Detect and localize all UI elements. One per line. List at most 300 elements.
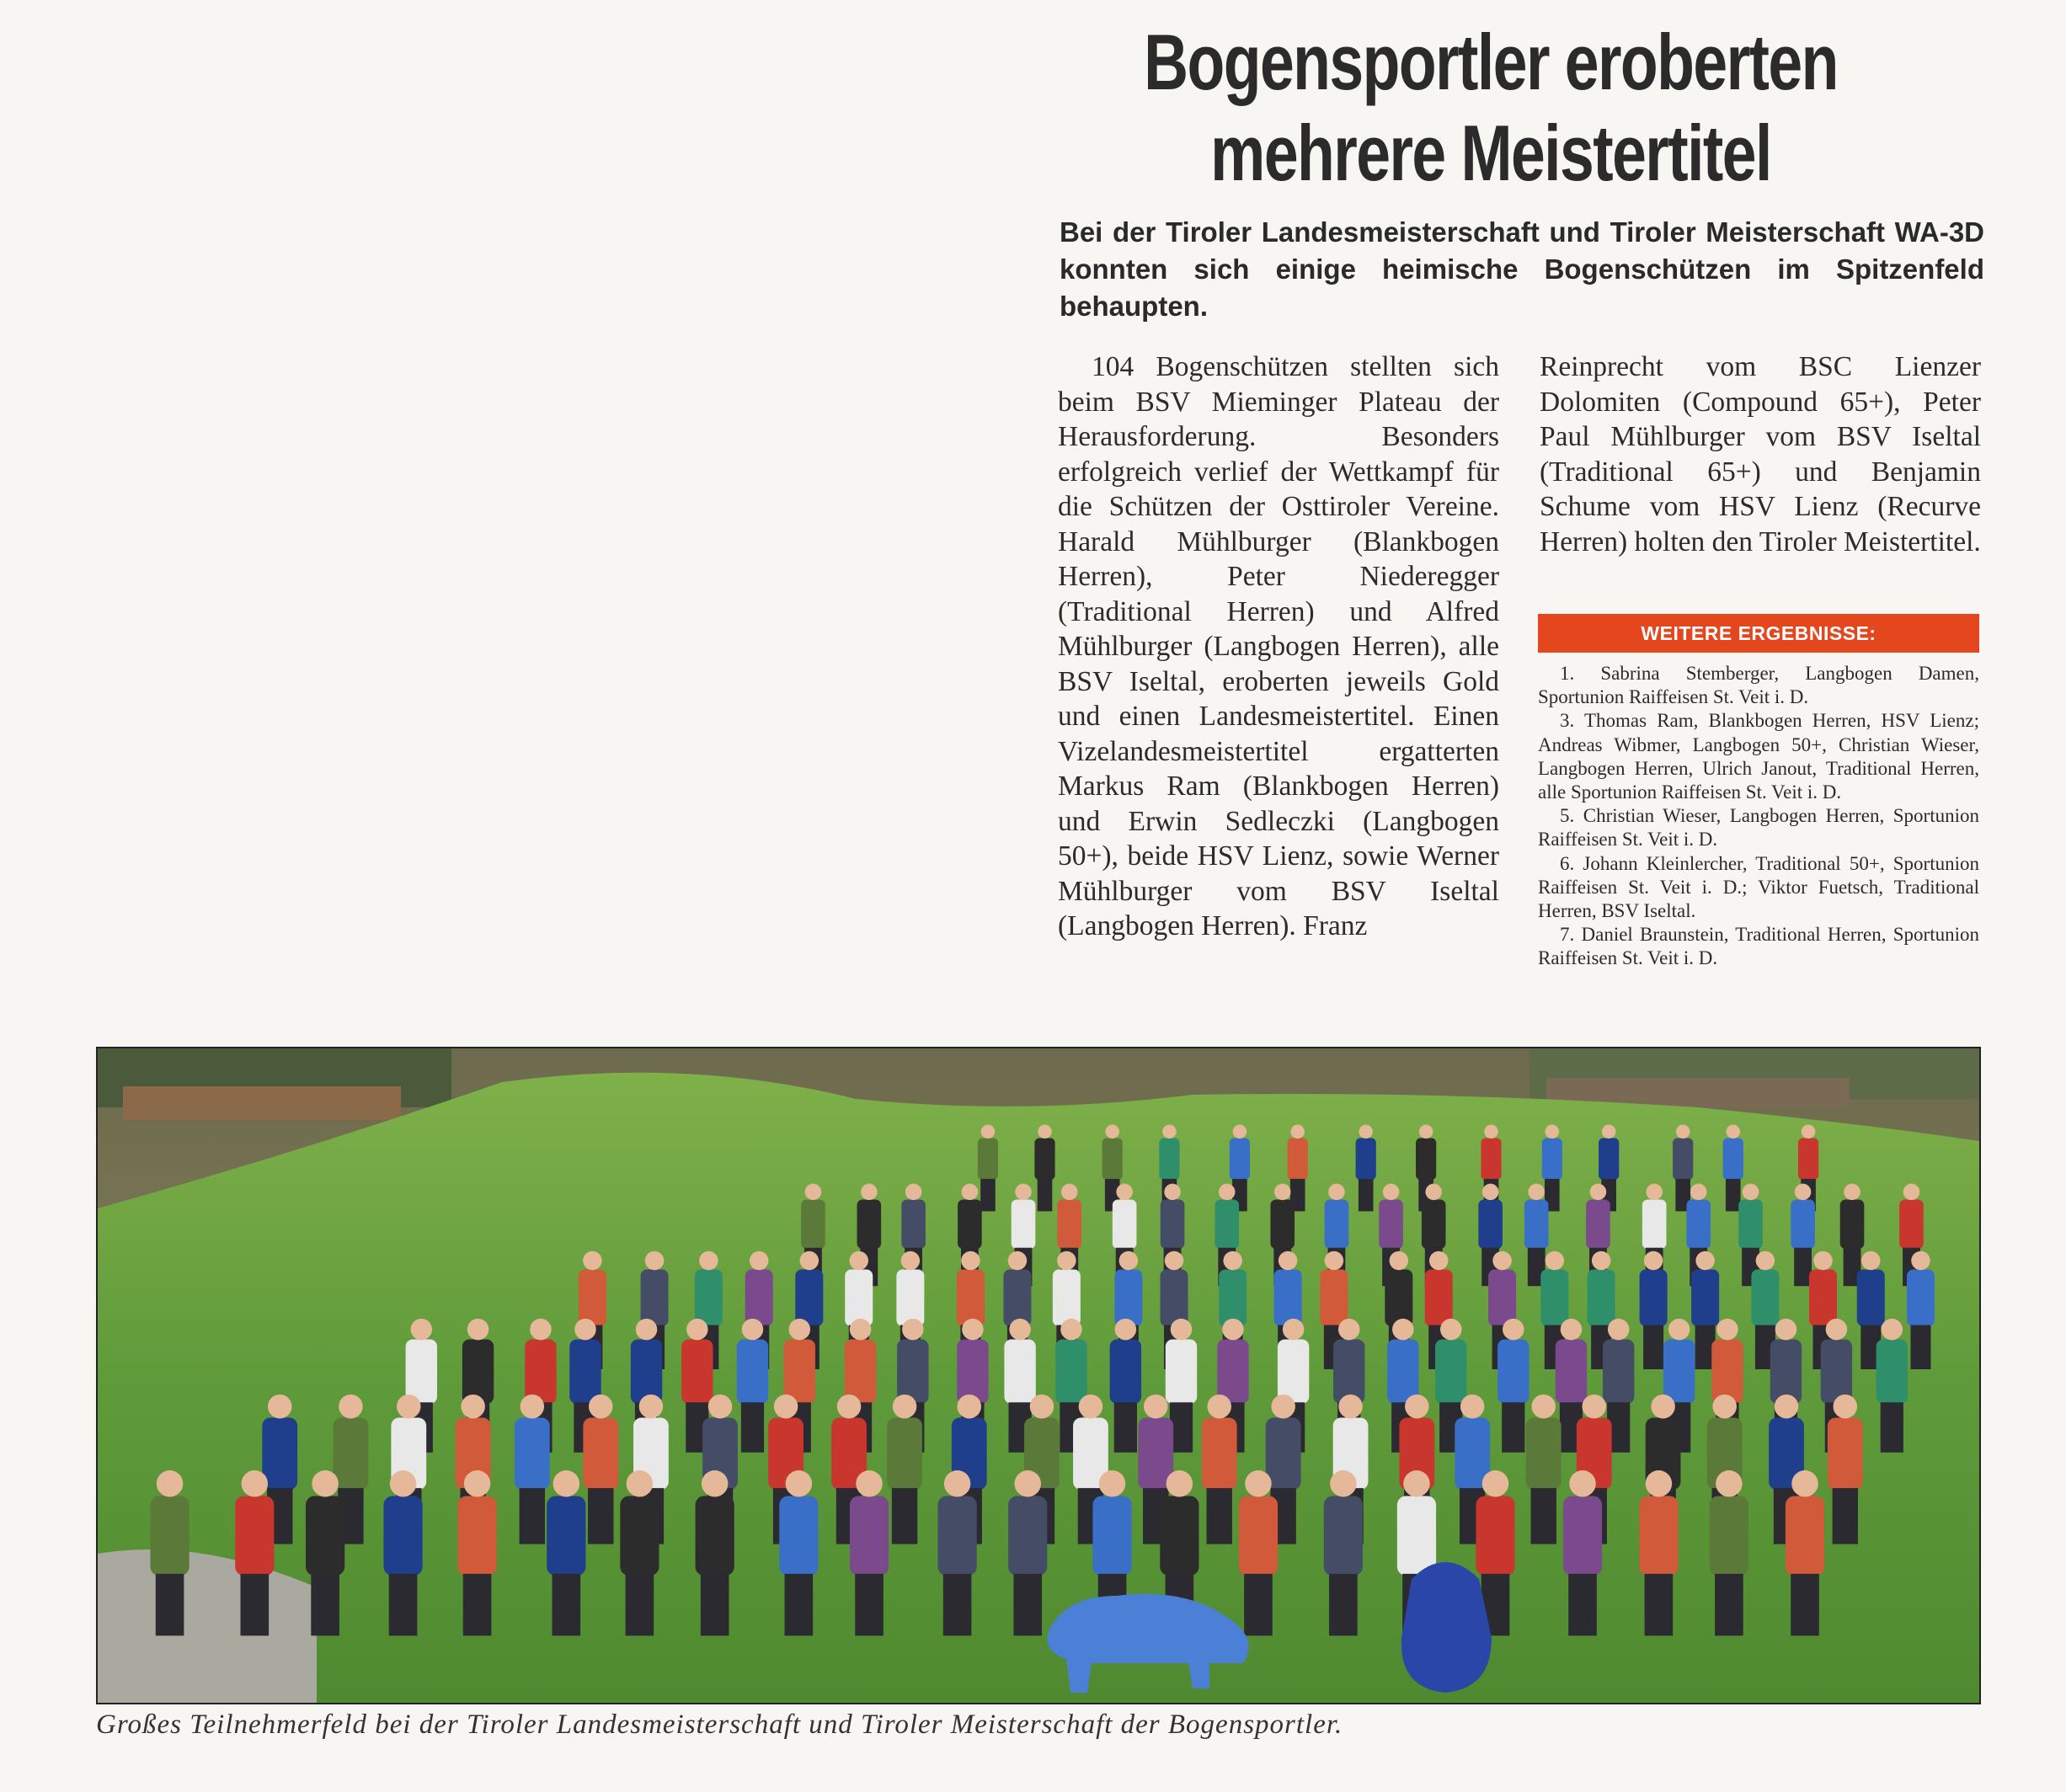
- person-body: [1053, 1270, 1081, 1327]
- person-body: [1435, 1340, 1466, 1405]
- person-body: [779, 1496, 818, 1576]
- person-head: [1503, 1319, 1524, 1341]
- person-body: [1526, 1418, 1562, 1491]
- person-legs: [1881, 1402, 1903, 1453]
- person-body: [887, 1418, 922, 1491]
- person-head: [850, 1319, 872, 1341]
- person-body: [845, 1270, 873, 1327]
- person-body: [1524, 1200, 1549, 1250]
- person-head: [1756, 1251, 1775, 1271]
- person-head: [1545, 1251, 1565, 1271]
- result-item: 5. Christian Wieser, Langbogen Herren, Sportunion Raiffeisen St. Veit i. D.: [1538, 805, 1979, 851]
- person-head: [1279, 1251, 1298, 1271]
- results-heading-bar: WEITERE ERGEBNISSE:: [1538, 614, 1979, 653]
- person-body: [1586, 1200, 1610, 1250]
- person-body: [306, 1496, 344, 1576]
- person-body: [1219, 1270, 1247, 1327]
- person-head: [957, 1395, 981, 1419]
- person-body: [1542, 1139, 1562, 1181]
- person-body: [897, 1340, 928, 1405]
- person-body: [1488, 1270, 1516, 1327]
- person-body: [1325, 1200, 1349, 1250]
- person-head: [1383, 1184, 1400, 1201]
- person-head: [1743, 1184, 1759, 1201]
- person-head: [1219, 1184, 1236, 1201]
- person-body: [1691, 1270, 1719, 1327]
- person-head: [1492, 1251, 1512, 1271]
- person-body: [978, 1139, 998, 1181]
- person-legs: [1013, 1574, 1042, 1636]
- person-head: [981, 1125, 996, 1139]
- person-head: [1359, 1125, 1373, 1139]
- person-body: [1876, 1340, 1908, 1405]
- person-head: [1328, 1184, 1345, 1201]
- person-body: [1159, 1139, 1179, 1181]
- person-head: [1569, 1470, 1596, 1497]
- person-body: [801, 1200, 825, 1250]
- person-head: [1162, 1125, 1177, 1139]
- person-head: [800, 1251, 819, 1271]
- person-body: [1057, 1200, 1081, 1250]
- person-head: [461, 1395, 485, 1419]
- person-head: [1826, 1319, 1848, 1341]
- person-head: [1726, 1125, 1740, 1139]
- person-head: [1429, 1251, 1449, 1271]
- person-body: [1055, 1340, 1086, 1405]
- result-item: 3. Thomas Ram, Blankbogen Herren, HSV Lienz; Andreas Wibmer, Langbogen 50+, Christian Wieser, Langbogen Herren, Ulrich Janout, Traditional Herren, alle Sportunion Raiffeisen St. Veit i. D.: [1538, 710, 1979, 803]
- person-head: [1795, 1184, 1812, 1201]
- person-head: [1813, 1251, 1833, 1271]
- person-head: [1207, 1395, 1231, 1419]
- person-body: [857, 1200, 882, 1250]
- person-legs: [1244, 1574, 1273, 1636]
- person-body: [1791, 1200, 1815, 1250]
- person-head: [1015, 1184, 1032, 1201]
- person-head: [1712, 1395, 1737, 1419]
- person-head: [1030, 1395, 1054, 1419]
- person-body: [1239, 1496, 1278, 1576]
- person-body: [1274, 1270, 1302, 1327]
- person-head: [742, 1319, 764, 1341]
- person-body: [235, 1496, 274, 1576]
- person-head: [1775, 1319, 1797, 1341]
- person-body: [1642, 1200, 1667, 1250]
- person-body: [631, 1340, 662, 1405]
- person-body: [1425, 1270, 1453, 1327]
- person-legs: [701, 1574, 729, 1636]
- person-head: [464, 1470, 491, 1497]
- body-column-right: Reinprecht vom BSC Lienzer Dolomiten (Compound 65+), Peter Paul Mühlburger vom BSV Iseltal (Traditional 65+) und Benjamin Schume vom HSV Lienz (Recurve Herren) holten den Tiroler Meistertitel.: [1540, 351, 1981, 557]
- person-body: [1798, 1139, 1818, 1181]
- person-body: [1278, 1340, 1309, 1405]
- person-body: [1476, 1496, 1514, 1576]
- person-head: [1144, 1395, 1168, 1419]
- person-head: [627, 1470, 654, 1497]
- person-body: [1008, 1496, 1047, 1576]
- person-body: [547, 1496, 585, 1576]
- person-legs: [1643, 1325, 1663, 1370]
- person-head: [1911, 1251, 1930, 1271]
- person-head: [1716, 1470, 1742, 1497]
- person-body: [1540, 1270, 1568, 1327]
- person-body: [1202, 1418, 1237, 1491]
- person-head: [1861, 1251, 1881, 1271]
- person-head: [1651, 1395, 1675, 1419]
- person-head: [1775, 1395, 1799, 1419]
- headline-line-1: Bogensportler eroberten: [1144, 18, 1838, 106]
- person-legs: [1568, 1574, 1597, 1636]
- person-body: [1899, 1200, 1924, 1250]
- person-legs: [1910, 1325, 1930, 1370]
- group-photo-illustration: [98, 1048, 1979, 1703]
- person-head: [1274, 1184, 1291, 1201]
- person-body: [1324, 1496, 1363, 1576]
- person-head: [521, 1395, 545, 1419]
- person-head: [1592, 1251, 1611, 1271]
- person-body: [1738, 1200, 1763, 1250]
- person-body: [583, 1418, 618, 1491]
- person-head: [397, 1395, 421, 1419]
- person-head: [786, 1470, 813, 1497]
- person-body: [1481, 1139, 1501, 1181]
- person-head: [1105, 1125, 1119, 1139]
- person-head: [1484, 1125, 1498, 1139]
- person-body: [745, 1270, 773, 1327]
- person-body: [696, 1496, 734, 1576]
- person-head: [1325, 1251, 1344, 1271]
- person-body: [1770, 1340, 1802, 1405]
- person-head: [589, 1395, 613, 1419]
- person-legs: [240, 1574, 269, 1636]
- person-head: [1390, 1251, 1409, 1271]
- person-body: [1092, 1496, 1131, 1576]
- result-item: 1. Sabrina Stemberger, Langbogen Damen, Sportunion Raiffeisen St. Veit i. D.: [1538, 663, 1979, 708]
- person-legs: [1645, 1574, 1674, 1636]
- person-head: [1099, 1470, 1126, 1497]
- person-head: [1245, 1470, 1272, 1497]
- person-head: [1171, 1319, 1193, 1341]
- person-body: [1422, 1200, 1446, 1250]
- group-photo: [96, 1047, 1981, 1704]
- person-head: [893, 1395, 917, 1419]
- person-legs: [1791, 1574, 1819, 1636]
- person-body: [1809, 1270, 1837, 1327]
- article-subhead: Bei der Tiroler Landesmeisterschaft und Tiroler Meisterschaft WA-3D konnten sich einige heimische Bogenschützen im Spitzenfeld behaupten.: [1060, 216, 1984, 322]
- person-body: [1288, 1139, 1308, 1181]
- person-legs: [892, 1488, 917, 1544]
- person-body: [1857, 1270, 1885, 1327]
- wooden-fence: [123, 1086, 401, 1120]
- person-head: [1271, 1395, 1295, 1419]
- person-body: [1663, 1340, 1695, 1405]
- person-head: [789, 1319, 811, 1341]
- person-body: [795, 1270, 823, 1327]
- person-body: [1603, 1340, 1634, 1405]
- person-head: [583, 1251, 602, 1271]
- person-body: [1563, 1496, 1602, 1576]
- person-head: [837, 1395, 862, 1419]
- person-body: [1907, 1270, 1935, 1327]
- person-head: [1583, 1395, 1607, 1419]
- person-body: [150, 1496, 189, 1576]
- person-head: [1545, 1125, 1560, 1139]
- person-head: [645, 1251, 665, 1271]
- person-legs: [741, 1402, 764, 1453]
- article-headline: [1097, 17, 1885, 199]
- person-legs: [520, 1488, 545, 1544]
- person-legs: [389, 1574, 418, 1636]
- person-head: [1290, 1125, 1305, 1139]
- person-body: [1114, 1270, 1142, 1327]
- person-body: [1387, 1340, 1418, 1405]
- person-head: [1233, 1125, 1247, 1139]
- person-body: [1556, 1340, 1587, 1405]
- person-head: [157, 1470, 184, 1497]
- person-head: [530, 1319, 552, 1341]
- person-legs: [1726, 1179, 1741, 1212]
- person-head: [1392, 1319, 1414, 1341]
- person-body: [457, 1496, 496, 1576]
- person-head: [856, 1470, 883, 1497]
- person-body: [901, 1200, 926, 1250]
- person-head: [574, 1319, 596, 1341]
- person-head: [750, 1251, 769, 1271]
- person-head: [902, 1319, 924, 1341]
- person-head: [1695, 1251, 1715, 1271]
- person-body: [1385, 1270, 1412, 1327]
- person-body: [641, 1270, 669, 1327]
- person-head: [467, 1319, 489, 1341]
- person-head: [1164, 1184, 1181, 1201]
- person-body: [1640, 1270, 1668, 1327]
- person-head: [1038, 1125, 1052, 1139]
- person-head: [905, 1184, 922, 1201]
- person-body: [1639, 1496, 1678, 1576]
- person-head: [1690, 1184, 1707, 1201]
- person-head: [774, 1395, 798, 1419]
- person-head: [1528, 1184, 1545, 1201]
- person-body: [1160, 1496, 1198, 1576]
- result-item: 6. Johann Kleinlercher, Traditional 50+, Sportunion Raiffeisen St. Veit i. D.; Viktor Fuetsch, Traditional Herren, BSV Iseltal.: [1538, 852, 1979, 922]
- person-head: [708, 1395, 733, 1419]
- person-body: [620, 1496, 659, 1576]
- person-body: [1497, 1340, 1529, 1405]
- person-body: [1160, 1270, 1188, 1327]
- person-head: [1009, 1319, 1031, 1341]
- body-column-left: 104 Bogenschützen stellten sich beim BSV Mieminger Plateau der Herausforderung. Besonders erfolgreich verlief der Wettkampf für die Schützen der Osttiroler Vereine. Harald Mühlburger (Blankbogen Herren), Peter Niederegger (Traditional Herren) und Alfred Mühlburger (Langbogen Herren), alle BSV Iseltal, eroberten jeweils Gold und einen Landesmeistertitel. Einen Vizelandesmeistertitel ergatterten Markus Ram (Blankbogen Herren) und Erwin Sedleczki (Langbogen 50+), beide HSV Lienz, sowie Werner Mühlburger vom BSV Iseltal (Langbogen Herren). Franz: [1058, 351, 1499, 941]
- person-head: [1561, 1319, 1583, 1341]
- person-head: [1482, 1470, 1509, 1497]
- person-legs: [943, 1574, 972, 1636]
- person-head: [268, 1395, 292, 1419]
- person-body: [1333, 1340, 1364, 1405]
- person-head: [1844, 1184, 1860, 1201]
- person-head: [1602, 1125, 1616, 1139]
- person-head: [1166, 1470, 1193, 1497]
- person-body: [1110, 1340, 1141, 1405]
- person-body: [1270, 1200, 1295, 1250]
- person-body: [1786, 1496, 1824, 1576]
- results-list: [1538, 662, 1979, 971]
- person-head: [1338, 1319, 1360, 1341]
- person-head: [1482, 1184, 1499, 1201]
- person-legs: [980, 1179, 996, 1212]
- person-body: [1215, 1200, 1239, 1250]
- person-legs: [626, 1574, 654, 1636]
- person-body: [262, 1418, 297, 1491]
- person-head: [1668, 1319, 1690, 1341]
- person-head: [1646, 1470, 1673, 1497]
- person-legs: [1359, 1179, 1374, 1212]
- person-body: [1673, 1139, 1693, 1181]
- person-legs: [785, 1574, 814, 1636]
- person-body: [1397, 1496, 1436, 1576]
- person-head: [1061, 1184, 1078, 1201]
- person-legs: [463, 1574, 492, 1636]
- person-legs: [1038, 1179, 1053, 1212]
- person-body: [1478, 1200, 1503, 1250]
- person-body: [850, 1496, 889, 1576]
- person-head: [1330, 1470, 1357, 1497]
- person-body: [515, 1418, 550, 1491]
- person-body: [525, 1340, 556, 1405]
- person-body: [1230, 1139, 1250, 1181]
- person-legs: [1715, 1574, 1743, 1636]
- person-body: [1379, 1200, 1403, 1250]
- person-head: [1060, 1319, 1082, 1341]
- person-body: [1320, 1270, 1348, 1327]
- person-body: [1751, 1270, 1779, 1327]
- person-body: [737, 1340, 768, 1405]
- person-body: [1003, 1270, 1031, 1327]
- person-head: [1222, 1319, 1244, 1341]
- person-head: [639, 1395, 664, 1419]
- person-head: [312, 1470, 339, 1497]
- person-legs: [156, 1574, 184, 1636]
- person-head: [1403, 1470, 1430, 1497]
- person-head: [1791, 1470, 1818, 1497]
- person-head: [1425, 1184, 1442, 1201]
- person-body: [845, 1340, 876, 1405]
- person-legs: [1114, 1402, 1137, 1453]
- person-body: [579, 1270, 606, 1327]
- person-head: [1676, 1125, 1690, 1139]
- person-head: [339, 1395, 363, 1419]
- person-body: [957, 1340, 988, 1405]
- person-head: [861, 1184, 878, 1201]
- person-body: [1161, 1200, 1185, 1250]
- person-legs: [1833, 1488, 1858, 1544]
- person-legs: [588, 1488, 613, 1544]
- person-head: [1283, 1319, 1305, 1341]
- person-head: [962, 1184, 979, 1201]
- person-body: [1113, 1200, 1137, 1250]
- person-body: [1723, 1139, 1743, 1181]
- person-head: [1531, 1395, 1556, 1419]
- person-body: [958, 1200, 982, 1250]
- person-legs: [311, 1574, 339, 1636]
- person-body: [1599, 1139, 1619, 1181]
- person-head: [1903, 1184, 1920, 1201]
- person-body: [1217, 1340, 1248, 1405]
- person-body: [1840, 1200, 1865, 1250]
- person-body: [569, 1340, 601, 1405]
- person-head: [686, 1319, 708, 1341]
- person-legs: [553, 1574, 581, 1636]
- person-body: [1711, 1340, 1743, 1405]
- person-head: [1460, 1395, 1485, 1419]
- person-head: [1646, 1184, 1663, 1201]
- person-head: [1716, 1319, 1738, 1341]
- person-head: [962, 1319, 984, 1341]
- person-body: [1166, 1340, 1197, 1405]
- person-head: [1440, 1319, 1462, 1341]
- person-body: [1004, 1340, 1035, 1405]
- person-head: [702, 1470, 729, 1497]
- person-head: [1057, 1251, 1076, 1271]
- person-body: [1012, 1200, 1036, 1250]
- person-head: [1223, 1251, 1242, 1271]
- person-head: [411, 1319, 433, 1341]
- person-head: [1116, 1184, 1133, 1201]
- person-head: [1008, 1251, 1028, 1271]
- person-body: [1266, 1418, 1301, 1491]
- person-head: [1419, 1125, 1433, 1139]
- person-body: [695, 1270, 723, 1327]
- person-body: [784, 1340, 815, 1405]
- person-head: [944, 1470, 971, 1497]
- person-body: [383, 1496, 422, 1576]
- person-head: [636, 1319, 658, 1341]
- person-body: [1821, 1340, 1852, 1405]
- person-head: [1590, 1184, 1607, 1201]
- person-legs: [855, 1574, 884, 1636]
- person-body: [1034, 1139, 1054, 1181]
- person-head: [1802, 1125, 1816, 1139]
- person-legs: [1502, 1402, 1524, 1453]
- person-body: [1588, 1270, 1615, 1327]
- person-head: [1079, 1395, 1103, 1419]
- person-head: [390, 1470, 417, 1497]
- person-body: [1102, 1139, 1123, 1181]
- result-item: 7. Daniel Braunstein, Traditional Herren, Sportunion Raiffeisen St. Veit i. D.: [1538, 924, 1979, 969]
- person-body: [1356, 1139, 1376, 1181]
- headline-line-2: mehrere Meistertitel: [1210, 109, 1771, 197]
- photo-caption: Großes Teilnehmerfeld bei der Tiroler Landesmeisterschaft und Tiroler Meisterschaft der Bogensportler.: [96, 1709, 1343, 1740]
- person-head: [1608, 1319, 1630, 1341]
- person-body: [1416, 1139, 1436, 1181]
- animal-target-right: [1401, 1562, 1492, 1693]
- person-body: [896, 1270, 924, 1327]
- person-body: [462, 1340, 494, 1405]
- person-body: [1686, 1200, 1711, 1250]
- person-head: [1405, 1395, 1429, 1419]
- person-head: [1882, 1319, 1903, 1341]
- person-head: [901, 1251, 921, 1271]
- person-body: [406, 1340, 437, 1405]
- person-legs: [1794, 1248, 1812, 1287]
- person-body: [334, 1418, 369, 1491]
- person-head: [805, 1184, 822, 1201]
- person-head: [1165, 1251, 1184, 1271]
- person-body: [938, 1496, 977, 1576]
- person-head: [242, 1470, 269, 1497]
- person-head: [1014, 1470, 1041, 1497]
- person-body: [681, 1340, 713, 1405]
- person-body: [1828, 1418, 1863, 1491]
- person-legs: [1531, 1488, 1556, 1544]
- person-head: [553, 1470, 580, 1497]
